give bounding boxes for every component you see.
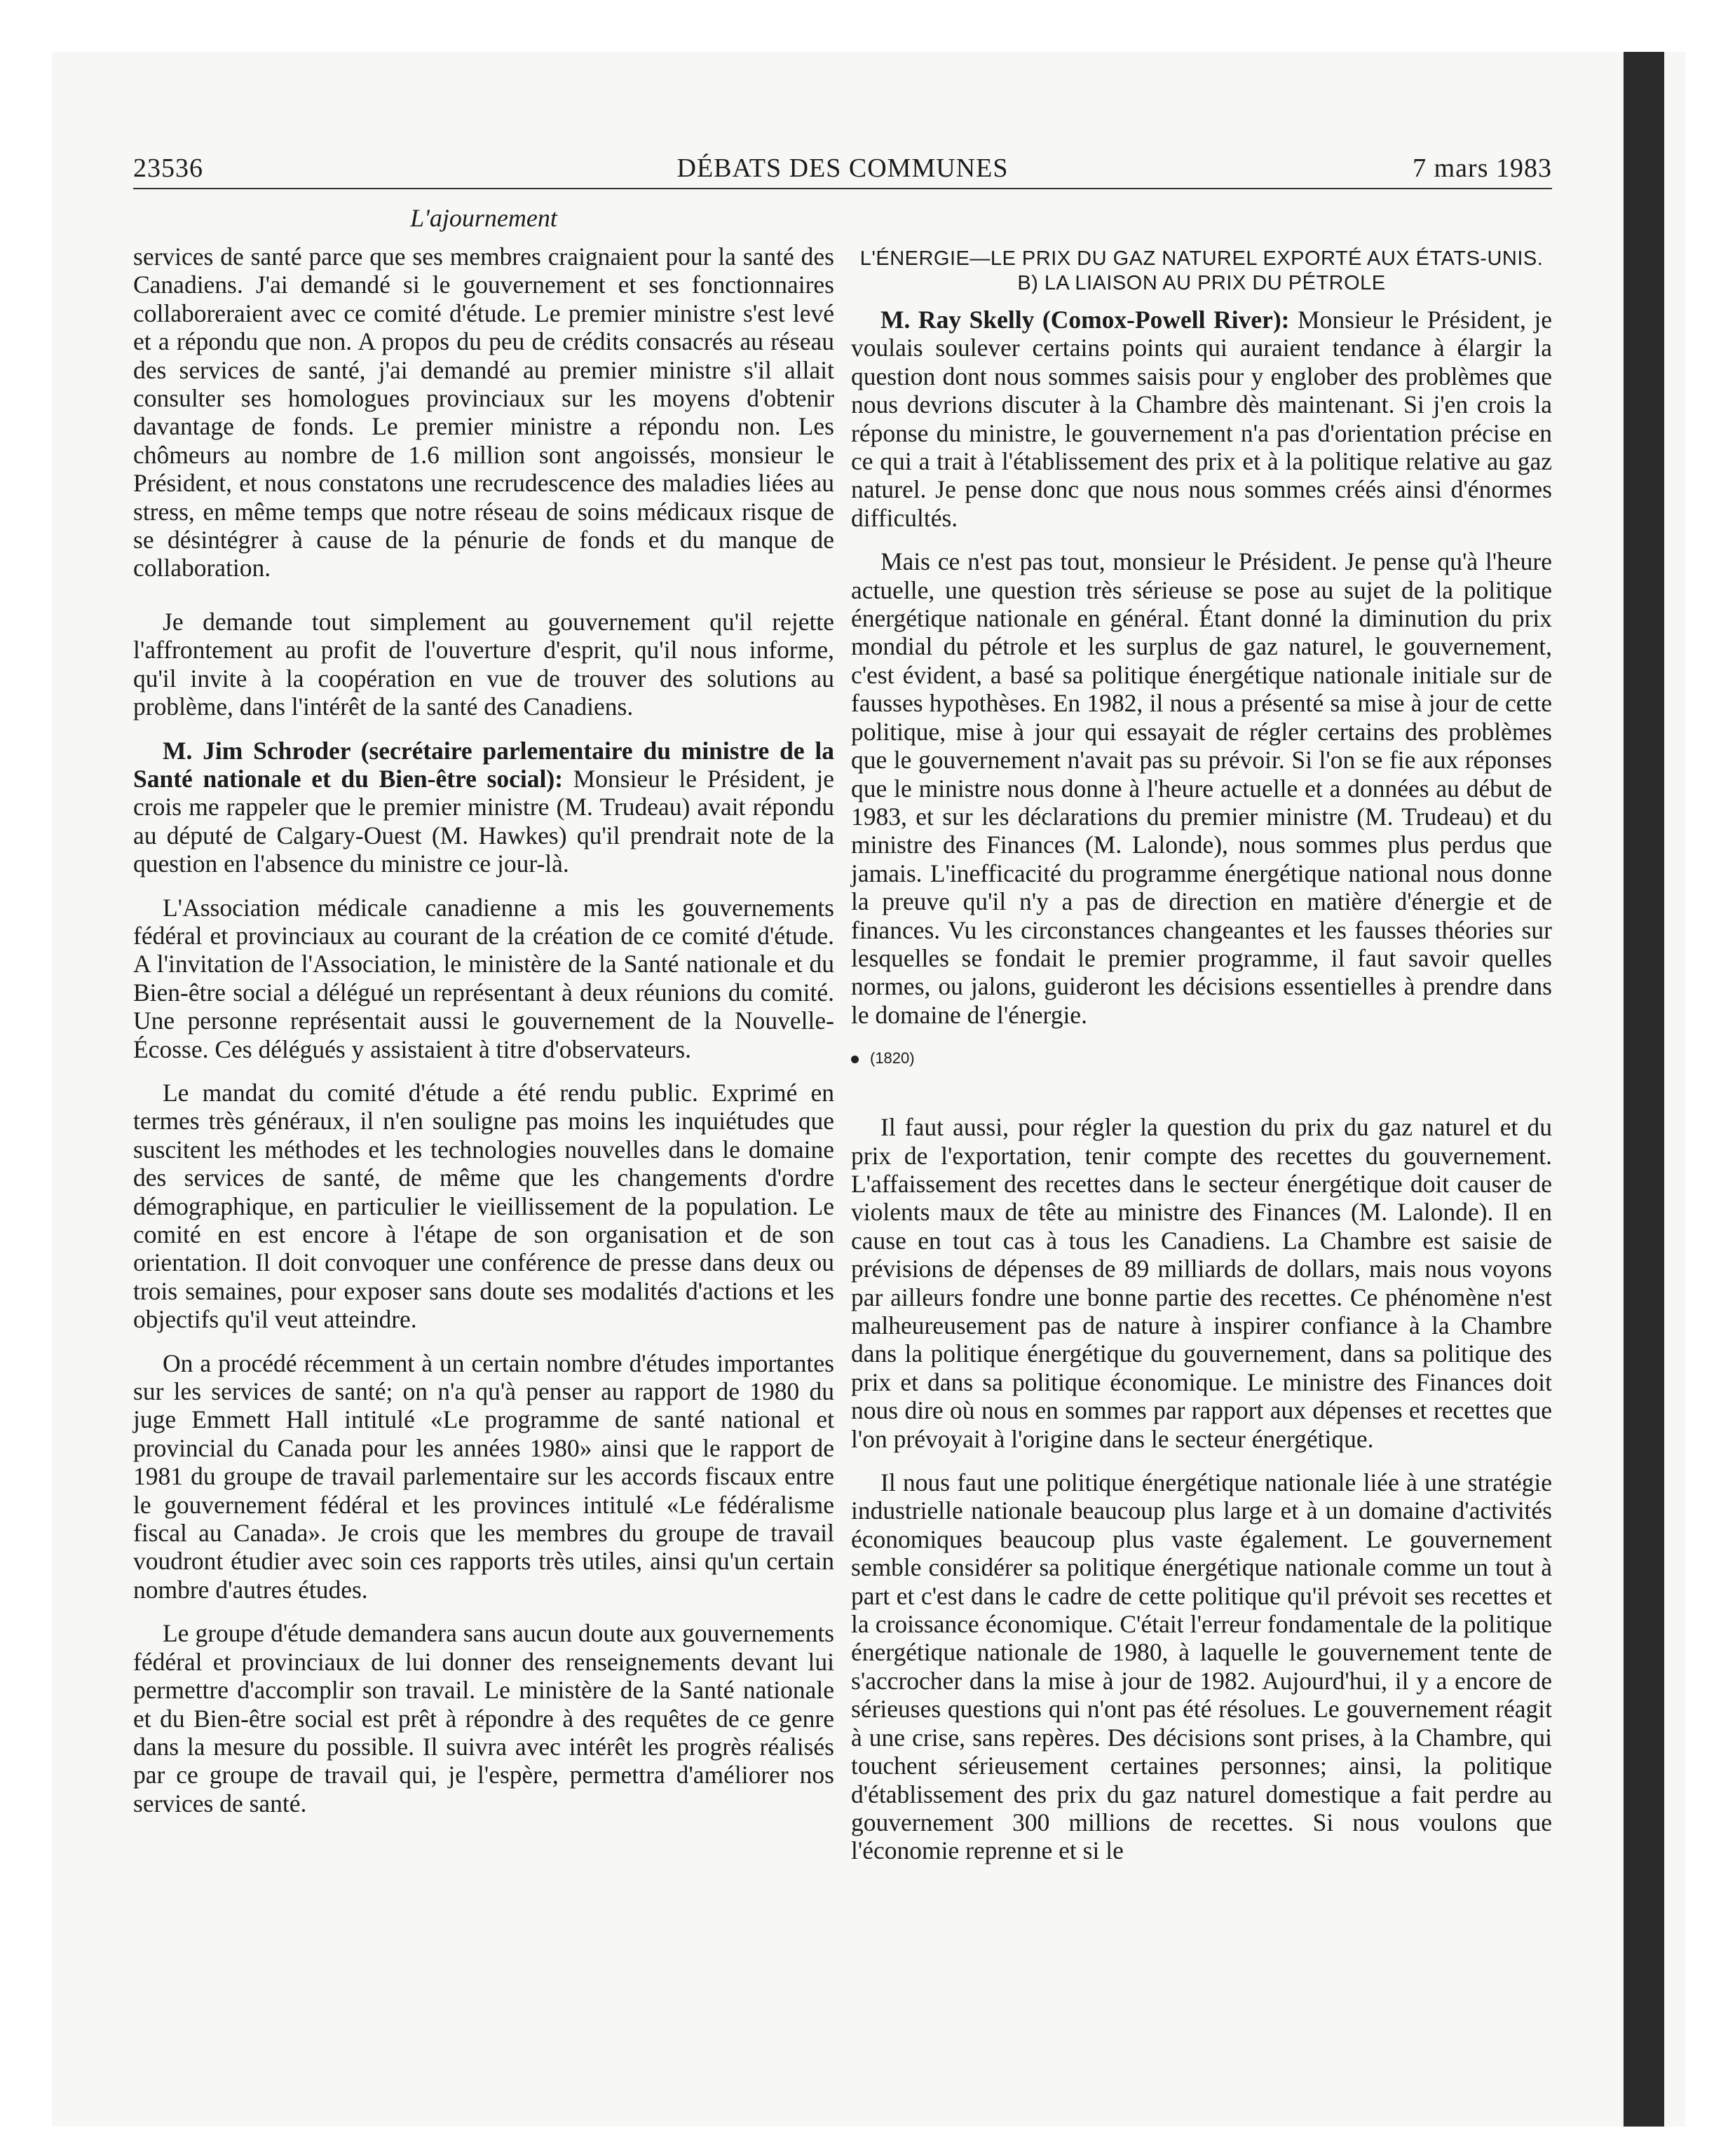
paragraph: On a procédé récemment à un certain nombre d'études importantes sur les services de santé; on n'a qu'à penser au rapport de 1980 du juge Emmett Hall intitulé «Le programme de santé national et provincial du Canada pour les années 1980» ainsi que le rapport de 1981 du groupe de travail parlementaire sur les accords fiscaux entre le gouvernement fédéral et les provinces intitulé «Le fédéralisme fiscal au Canada». Je crois que les membres du groupe de travail voudront étudier avec soin ces rapports très utiles, ainsi qu'un certain nombre d'autres études. <box>133 1349 834 1604</box>
paragraph: Le mandat du comité d'étude a été rendu public. Exprimé en termes très généraux, il n'en souligne pas moins les inquiétudes que suscitent les méthodes et les technologies nouvelles dans le domaine des services de santé, de même que les changements d'ordre démographique, en particulier le vieillissement de la population. Le comité en est encore à l'étape de son organisation et de son orientation. Il doit convoquer une conférence de presse dans deux ou trois semaines, pour exposer sans doute ses modalités d'actions et les objectifs qu'il veut atteindre. <box>133 1078 834 1334</box>
publication-title: DÉBATS DES COMMUNES <box>676 153 1009 183</box>
speaker-name: M. Jim Schroder (secrétaire parlementaire du ministre de la Santé nationale et du Bien-être social): <box>133 736 834 793</box>
bullet-icon <box>851 1056 859 1063</box>
left-column <box>133 243 834 1833</box>
time-marker-text: (1820) <box>870 1049 915 1067</box>
paragraph: Il faut aussi, pour régler la question du prix du gaz naturel et du prix de l'exportation, tenir compte des recettes du gouvernement. L'affaissement des recettes dans le secteur énergétique doit causer de violents maux de tête au ministre des Finances (M. Lalonde). Il en cause en tout cas à tous les Canadiens. La Chambre est saisie de prévisions de dépenses de 89 milliards de dollars, mais nous voyons par ailleurs fondre une bonne partie des recettes. Ce phénomène n'est malheureusement pas de nature à inspirer confiance à la Chambre dans la politique énergétique du gouvernement, dans sa politique des prix et dans sa politique économique. Le ministre des Finances doit nous dire où nous en sommes par rapport aux dépenses et recettes que l'on prévoyait à l'origine dans le secteur énergétique. <box>851 1113 1552 1453</box>
paragraph: Je demande tout simplement au gouvernement qu'il rejette l'affrontement au profit de l'ouverture d'esprit, qu'il nous informe, qu'il invite à la coopération en vue de trouver des solutions au problème, dans l'intérêt de la santé des Canadiens. <box>133 607 834 721</box>
page-number: 23536 <box>133 153 203 183</box>
speech-paragraph <box>133 737 834 878</box>
running-header <box>133 149 1552 189</box>
paragraph: L'Association médicale canadienne a mis les gouvernements fédéral et provinciaux au courant de la création de ce comité d'étude. A l'invitation de l'Association, le ministère de la Santé nationale et du Bien-être social a délégué un représentant à deux réunions du comité. Une personne représentait aussi le gouvernement de la Nouvelle-Écosse. Ces délégués y assistaient à titre d'observateurs. <box>133 893 834 1063</box>
paragraph: services de santé parce que ses membres craignaient pour la santé des Canadiens. J'ai demandé si le gouvernement et ses fonctionnaires collaboreraient avec ce comité d'étude. Le premier ministre s'est levé et a répondu que non. A propos du peu de crédits consacrés au réseau des services de santé, j'ai demandé au premier ministre s'il allait consulter ses homologues provinciaux sur les moyens d'obtenir davantage de fonds. Le premier ministre a répondu non. Les chômeurs au nombre de 1.6 million sont angoissés, monsieur le Président, et nous constatons une recrudescence des maladies liées au stress, en même temps que notre réseau de soins médicaux risque de se désintégrer à cause de la pénurie de fonds et du manque de collaboration. <box>133 243 834 582</box>
paragraph: Il nous faut une politique énergétique nationale liée à une stratégie industrielle nationale beaucoup plus large et à un domaine d'activités économiques beaucoup plus vaste également. Le gouvernement semble considérer sa politique énergétique nationale comme un tout à part et c'est dans le cadre de cette politique qu'il prévoit ses recettes et la croissance économique. C'était l'erreur fondamentale de la politique énergétique nationale de 1980, à laquelle le gouvernement tente de s'accrocher dans la mise à jour de 1982. Aujourd'hui, il y a encore de sérieuses questions qui n'ont pas été résolues. Le gouvernement réagit à une crise, sans repères. Des décisions sont prises, à la Chambre, qui touchent sérieusement certaines personnes; ainsi, la politique d'établissement des prix du gaz naturel domestique a fait perdre au gouvernement 300 millions de recettes. Si nous voulons que l'économie reprenne et si le <box>851 1468 1552 1865</box>
right-column <box>851 247 1552 1881</box>
sitting-date: 7 mars 1983 <box>1413 153 1552 183</box>
speech-text: Monsieur le Président, je voulais soulever certains points qui auraient tendance à élargir la question dont nous sommes saisis pour y englober des problèmes que nous devrions discuter à la Chambre dès maintenant. Si j'en crois la réponse du ministre, le gouvernement n'a pas d'orientation précise en ce qui a trait à l'établissement des prix et à la politique relative au gaz naturel. Je pense donc que nous nous sommes créés ainsi d'énormes difficultés. <box>851 306 1552 532</box>
paragraph: Le groupe d'étude demandera sans aucun doute aux gouvernements fédéral et provinciaux de lui donner des renseignements devant lui permettre d'accomplir son travail. Le ministère de la Santé nationale et du Bien-être social est prêt à répondre à des requêtes de ce genre dans la mesure du possible. Il suivra avec intérêt les progrès réalisés par ce groupe de travail qui, je l'espère, permettra d'améliorer nos services de santé. <box>133 1619 834 1817</box>
debate-heading: L'ÉNERGIE—LE PRIX DU GAZ NATUREL EXPORTÉ AUX ÉTATS-UNIS. B) LA LIAISON AU PRIX DU PÉTROLE <box>859 247 1544 294</box>
speaker-name: M. Ray Skelly (Comox-Powell River): <box>880 306 1290 334</box>
section-title: L'ajournement <box>410 204 557 232</box>
paragraph: Mais ce n'est pas tout, monsieur le Président. Je pense qu'à l'heure actuelle, une question très sérieuse se pose au sujet de la politique énergétique nationale en général. Étant donné la diminution du prix mondial du pétrole et les surplus de gaz naturel, le gouvernement, c'est évident, a basé sa politique énergétique nationale initiale sur de fausses hypothèses. En 1982, il nous a présenté sa mise à jour de cette politique, mise à jour qui essayait de régler certains des problèmes que le gouvernement n'avait pas su prévoir. Si l'on se fie aux réponses que le ministre nous donne à l'heure actuelle et a données au début de 1983, et sur les déclarations du premier ministre (M. Trudeau) et du ministre des Finances (M. Lalonde), nous sommes plus perdus que jamais. L'inefficacité du programme énergétique national nous donne la preuve qu'il n'y a pas de direction en matière d'énergie et de finances. Vu les circonstances changeantes et les fausses théories sur lesquelles se fondait le premier programme, il faut savoir quelles normes, ou jalons, guideront les décisions essentielles à prendre dans le domaine de l'énergie. <box>851 547 1552 1029</box>
speech-paragraph <box>851 306 1552 532</box>
binding-edge <box>1624 52 1664 2127</box>
speech-text: Monsieur le Président, je crois me rappeler que le premier ministre (M. Trudeau) avait répondu au député de Calgary-Ouest (M. Hawkes) qu'il prendrait note de la question en l'absence du ministre ce jour-là. <box>133 764 834 878</box>
time-marker <box>851 1044 1552 1072</box>
